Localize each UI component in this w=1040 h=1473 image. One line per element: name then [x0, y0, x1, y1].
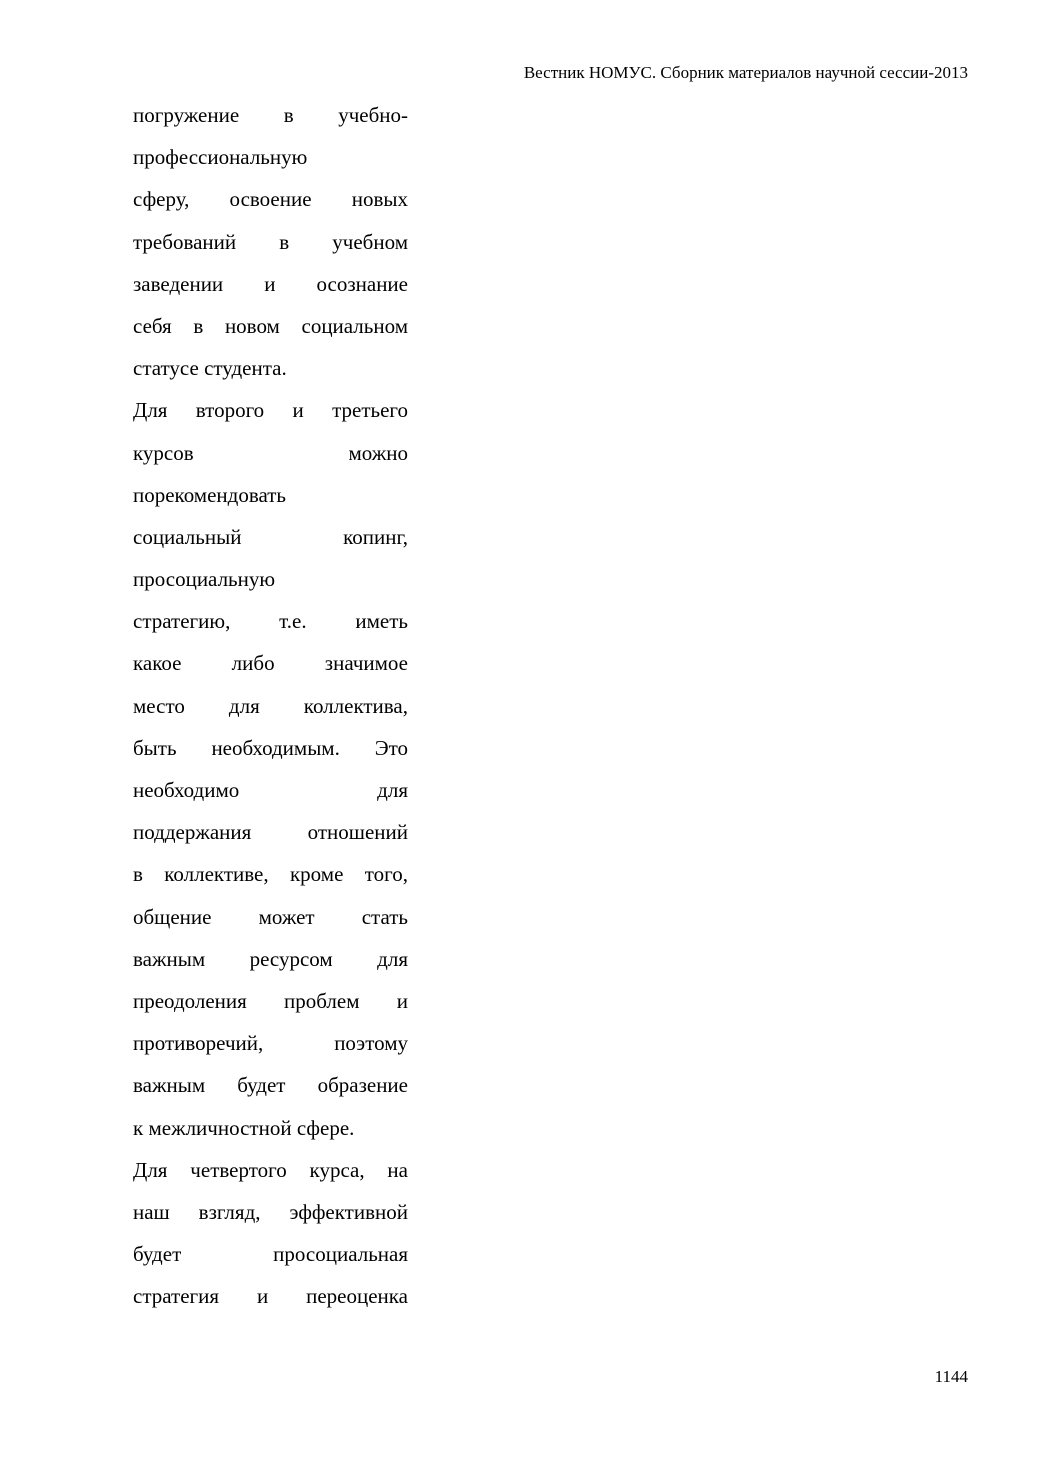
text-line: Для четвертого курса, на [133, 1157, 408, 1182]
text-line: стратегия и переоценка [133, 1284, 408, 1309]
text-line: сферу, освоение новых [133, 187, 408, 212]
text-line: требований в учебном [133, 229, 408, 254]
text-line: противоречий, поэтому [133, 1031, 408, 1056]
text-line: профессиональную [133, 145, 308, 170]
text-line: необходимо для [133, 778, 408, 802]
text-line: место для коллектива, [133, 693, 408, 718]
text-line: важным будет образение [133, 1073, 408, 1098]
text-line: какое либо значимое [133, 651, 408, 676]
text-line: поддержания отношений [133, 820, 408, 845]
text-line: себя в новом социальном [133, 313, 408, 338]
text-line: порекомендовать [133, 482, 286, 507]
text-line: стратегию, т.е. иметь [133, 609, 408, 634]
body-text-column [133, 94, 408, 1317]
page-number: 1144 [934, 1367, 968, 1386]
running-header: Вестник НОМУС. Сборник материалов научной сессии-2013 [523, 63, 968, 82]
text-line: Для второго и третьего [133, 398, 408, 423]
text-line: важным ресурсом для [133, 946, 408, 971]
text-line: статусе студента. [133, 356, 287, 381]
text-line: просоциальную [133, 567, 276, 592]
text-line: погружение в учебно- [133, 103, 408, 127]
text-line: общение может стать [133, 904, 408, 929]
text-line: наш взгляд, эффективной [133, 1199, 408, 1224]
text-line: в коллективе, кроме того, [133, 862, 408, 887]
text-line: социальный копинг, [133, 524, 408, 549]
text-line: преодоления проблем и [133, 988, 408, 1013]
text-line: быть необходимым. Это [133, 735, 408, 760]
text-line: заведении и осознание [133, 271, 408, 296]
text-line: к межличностной сфере. [133, 1115, 355, 1140]
text-line: будет просоциальная [133, 1242, 408, 1267]
text-line: курсов можно [133, 440, 408, 465]
